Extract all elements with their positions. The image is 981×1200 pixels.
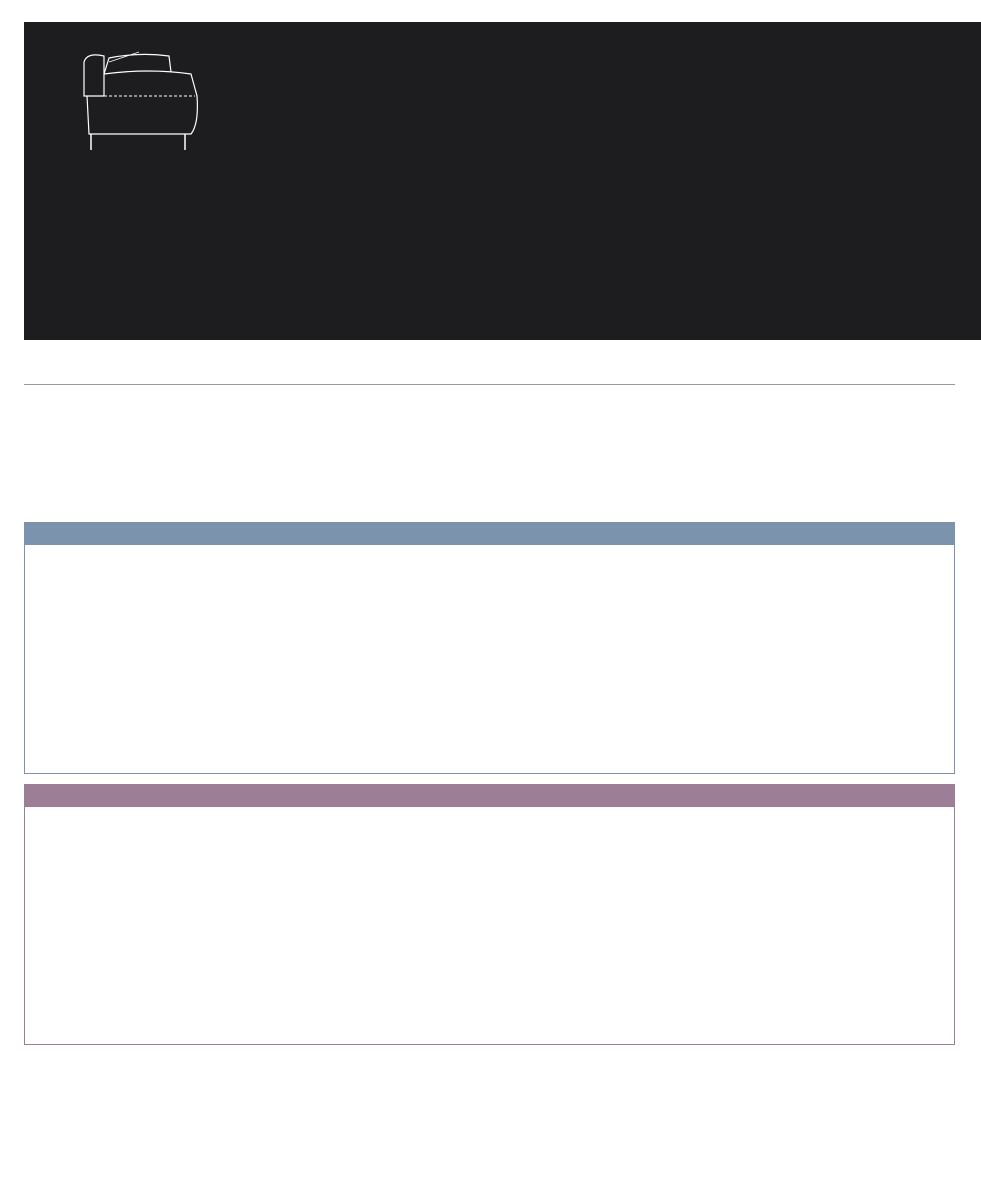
sofa-section-drawing	[79, 44, 219, 154]
group-x	[24, 522, 955, 774]
group-x-bar	[25, 523, 954, 545]
header-panel	[24, 22, 981, 340]
group-j-bar	[25, 785, 954, 807]
section-divider	[24, 384, 955, 385]
group-j	[24, 784, 955, 1045]
